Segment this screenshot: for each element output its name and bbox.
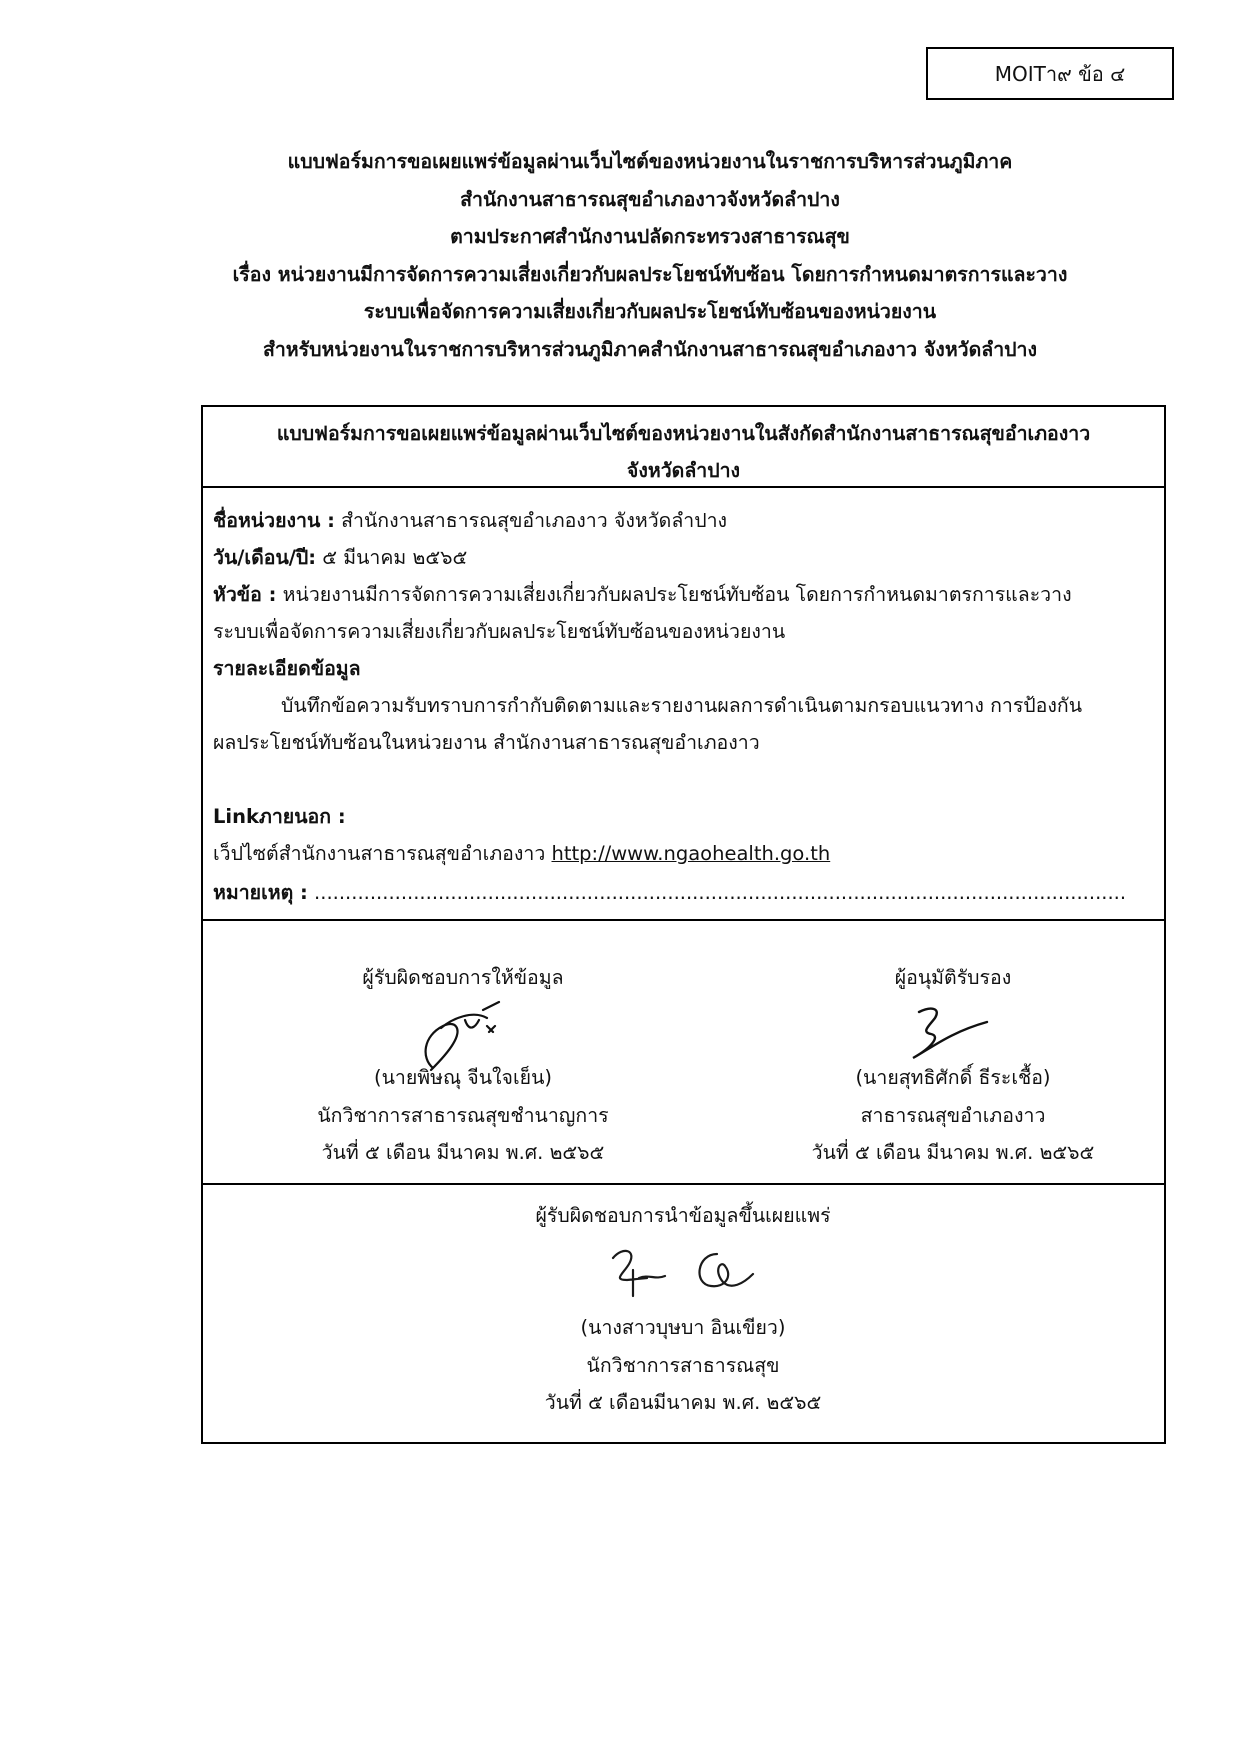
divider-title (203, 486, 1164, 488)
publisher-name: (นางสาวบุษบา อินเขียว) (580, 1316, 786, 1339)
external-link-row (213, 838, 830, 869)
date-label: วัน/เดือน/ปี: (213, 546, 317, 569)
provider-name: (นายพิษณุ จีนใจเย็น) (373, 1066, 553, 1089)
form-code: MOITา๙ ข้อ ๔ (994, 61, 1126, 86)
agency-row (213, 505, 727, 536)
approver-date: วันที่ ๕ เดือน มีนาคม พ.ศ. ๒๕๖๕ (811, 1141, 1095, 1164)
provider-signature-block (273, 962, 653, 1182)
approver-signature-icon (891, 992, 1001, 1072)
detail-line-2: ผลประโยชน์ทับซ้อนในหน่วยงาน สำนักงานสาธารณสุขอำเภองาว (213, 731, 760, 754)
publisher-signature-icon (593, 1240, 773, 1310)
date-row (213, 542, 467, 573)
provider-role: ผู้รับผิดชอบการให้ข้อมูล (362, 966, 564, 989)
date-value: ๕ มีนาคม ๒๕๖๕ (316, 546, 468, 569)
form-title-line-2: จังหวัดลำปาง (626, 459, 741, 482)
topic-value-line-1: หน่วยงานมีการจัดการความเสี่ยงเกี่ยวกับผลประโยชน์ทับซ้อน โดยการกำหนดมาตรการและวาง (276, 583, 1072, 606)
publication-form (201, 405, 1166, 1444)
note-dots: ................................................................................................................................... (307, 881, 1127, 904)
detail-label: รายละเอียดข้อมูล (213, 657, 361, 680)
detail-line-1: บันทึกข้อความรับทราบการกำกับติดตามและรายงานผลการดำเนินตามกรอบแนวทาง การป้องกัน (281, 694, 1083, 717)
header-line-1: แบบฟอร์มการขอเผยแพร่ข้อมูลผ่านเว็บไซต์ของหน่วยงานในราชการบริหารส่วนภูมิภาค (287, 150, 1013, 173)
note-label: หมายเหตุ : (213, 881, 308, 904)
header-line-2: สำนักงานสาธารณสุขอำเภองาวจังหวัดลำปาง (460, 187, 840, 211)
approver-signature-block (763, 962, 1143, 1182)
link-prefix: เว็ปไซต์สำนักงานสาธารณสุขอำเภองาว (213, 842, 552, 865)
publisher-signature-block (493, 1200, 873, 1430)
approver-position: สาธารณสุขอำเภองาว (860, 1104, 1046, 1127)
website-link[interactable]: http://www.ngaohealth.go.th (551, 842, 831, 865)
header-line-6: สำหรับหน่วยงานในราชการบริหารส่วนภูมิภาคสำนักงานสาธารณสุขอำเภองาว จังหวัดลำปาง (262, 337, 1038, 361)
agency-label: ชื่อหน่วยงาน : (213, 509, 335, 532)
approver-name: (นายสุทธิศักดิ์ ธีระเชื้อ) (855, 1066, 1051, 1089)
publisher-role: ผู้รับผิดชอบการนำข้อมูลขึ้นเผยแพร่ (535, 1204, 831, 1227)
header-line-5: ระบบเพื่อจัดการความเสี่ยงเกี่ยวกับผลประโยชน์ทับซ้อนของหน่วยงาน (363, 300, 937, 323)
header-line-4: เรื่อง หน่วยงานมีการจัดการความเสี่ยงเกี่ยวกับผลประโยชน์ทับซ้อน โดยการกำหนดมาตรการและวาง (232, 262, 1068, 286)
divider-signatures (203, 1183, 1164, 1185)
note-row (213, 877, 1126, 908)
divider-info (203, 919, 1164, 921)
publisher-date: วันที่ ๕ เดือนมีนาคม พ.ศ. ๒๕๖๕ (544, 1391, 822, 1414)
topic-value-line-2: ระบบเพื่อจัดการความเสี่ยงเกี่ยวกับผลประโยชน์ทับซ้อนของหน่วยงาน (213, 620, 786, 643)
topic-label: หัวข้อ : (213, 583, 277, 606)
header-line-3: ตามประกาศสำนักงานปลัดกระทรวงสาธารณสุข (450, 225, 850, 248)
provider-position: นักวิชาการสาธารณสุขชำนาญการ (317, 1104, 609, 1127)
approver-role: ผู้อนุมัติรับรอง (894, 966, 1012, 989)
form-title-line-1: แบบฟอร์มการขอเผยแพร่ข้อมูลผ่านเว็บไซต์ของหน่วยงานในสังกัดสำนักงานสาธารณสุขอำเภองาว (276, 422, 1091, 445)
provider-date: วันที่ ๕ เดือน มีนาคม พ.ศ. ๒๕๖๕ (321, 1141, 605, 1164)
agency-value: สำนักงานสาธารณสุขอำเภองาว จังหวัดลำปาง (334, 509, 728, 532)
publisher-position: นักวิชาการสาธารณสุข (586, 1354, 780, 1377)
external-link-label: Linkภายนอก : (213, 805, 346, 828)
form-title (203, 415, 1164, 489)
document-header (180, 143, 1120, 368)
form-code-box (926, 47, 1174, 100)
topic-row (213, 579, 1072, 610)
